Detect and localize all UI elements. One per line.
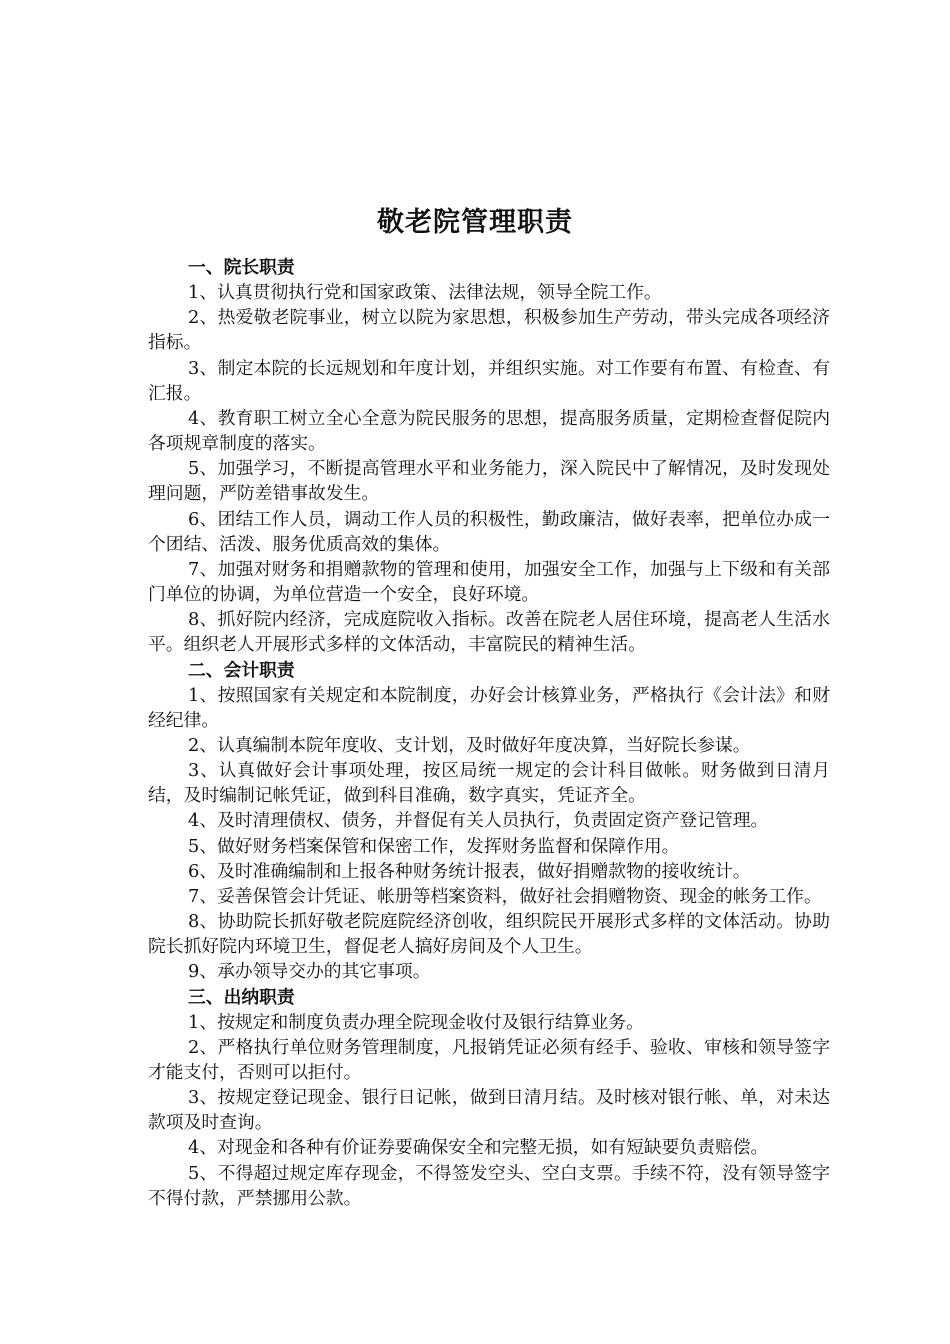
paragraph: 3、按规定登记现金、银行日记帐，做到日清月结。及时核对银行帐、单，对未达款项及时查询。 (148, 1087, 830, 1134)
document-body (148, 255, 830, 1211)
paragraph: 9、承办领导交办的其它事项。 (188, 961, 431, 983)
paragraph: 7、加强对财务和捐赠款物的管理和使用，加强安全工作，加强与上下级和有关部门单位的协调，为单位营造一个安全，良好环境。 (148, 558, 830, 606)
paragraph: 4、及时清理债权、债务，并督促有关人员执行，负责固定资产登记管理。 (188, 810, 769, 832)
paragraph: 4、对现金和各种有价证券要确保安全和完整无损，如有短缺要负责赔偿。 (188, 1137, 769, 1159)
section-director (148, 255, 830, 658)
paragraph: 5、做好财务档案保管和保密工作，发挥财务监督和保障作用。 (188, 835, 680, 857)
paragraph: 1、按照国家有关规定和本院制度，办好会计核算业务，严格执行《会计法》和财经纪律。 (148, 684, 830, 731)
paragraph: 3、制定本院的长远规划和年度计划，并组织实施。对工作要有布置、有检查、有汇报。 (148, 357, 830, 404)
paragraph: 4、教育职工树立全心全意为院民服务的思想，提高服务质量，定期检查督促院内各项规章制度的落实。 (148, 407, 830, 455)
paragraph: 7、妥善保管会计凭证、帐册等档案资料，做好社会捐赠物资、现金的帐务工作。 (188, 885, 822, 907)
paragraph: 6、及时准确编制和上报各种财务统计报表，做好捐赠款物的接收统计。 (188, 860, 751, 882)
paragraph: 8、抓好院内经济，完成庭院收入指标。改善在院老人居住环境，提高老人生活水平。组织老人开展形式多样的文体活动，丰富院民的精神生活。 (148, 609, 830, 656)
paragraph: 5、不得超过规定库存现金，不得签发空头、空白支票。手续不符，没有领导签字不得付款，严禁挪用公款。 (148, 1162, 830, 1209)
paragraph: 2、严格执行单位财务管理制度，凡报销凭证必须有经手、验收、审核和领导签字才能支付，否则可以拒付。 (148, 1036, 830, 1083)
paragraph: 1、认真贯彻执行党和国家政策、法律法规，领导全院工作。 (188, 282, 662, 304)
document-title: 敬老院管理职责 (377, 207, 573, 239)
paragraph: 2、认真编制本院年度收、支计划，及时做好年度决算，当好院长参谋。 (188, 734, 751, 756)
paragraph: 1、按规定和制度负责办理全院现金收付及银行结算业务。 (188, 1011, 644, 1033)
paragraph: 5、加强学习，不断提高管理水平和业务能力，深入院民中了解情况，及时发现处理问题，严防差错事故发生。 (148, 458, 830, 505)
section-heading: 一、院长职责 (188, 257, 295, 278)
section-cashier (148, 985, 830, 1211)
paragraph: 6、团结工作人员，调动工作人员的积极性，勤政廉洁，做好表率，把单位办成一个团结、活泼、服务优质高效的集体。 (148, 508, 830, 555)
section-heading: 三、出纳职责 (188, 986, 295, 1008)
section-accountant (148, 658, 830, 985)
section-heading: 二、会计职责 (188, 659, 295, 681)
paragraph: 8、协助院长抓好敬老院庭院经济创收，组织院民开展形式多样的文体活动。协助院长抓好院内环境卫生，督促老人搞好房间及个人卫生。 (148, 911, 830, 958)
paragraph: 2、热爱敬老院事业，树立以院为家思想，积极参加生产劳动，带头完成各项经济指标。 (148, 307, 830, 354)
paragraph: 3、认真做好会计事项处理，按区局统一规定的会计科目做帐。财务做到日清月结，及时编制记帐凭证，做到科目准确，数字真实，凭证齐全。 (148, 760, 830, 807)
